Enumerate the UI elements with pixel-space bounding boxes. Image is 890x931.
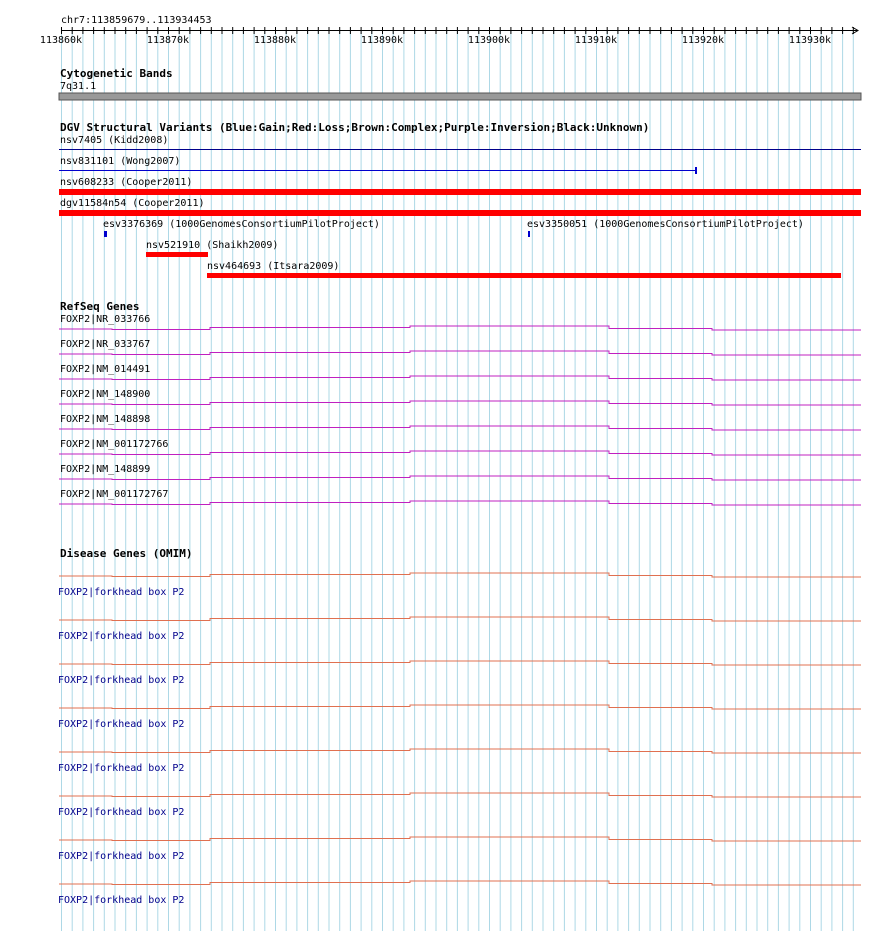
variant-label-nsv464693[interactable]: nsv464693 (Itsara2009) [207, 261, 340, 272]
variant-label-dgv11584n54[interactable]: dgv11584n54 (Cooper2011) [60, 198, 205, 209]
variant-label-nsv831101[interactable]: nsv831101 (Wong2007) [60, 156, 181, 167]
cytoband-bar[interactable] [59, 93, 861, 100]
ruler-tick-label: 113930k [788, 35, 832, 46]
variant-label-esv3376369[interactable]: esv3376369 (1000GenomesConsortiumPilotProject) [103, 219, 380, 230]
omim-gene-label[interactable]: FOXP2|forkhead box P2 [58, 763, 185, 774]
variant-bar-nsv521910[interactable] [146, 252, 208, 257]
ruler-tick-label: 113900k [467, 35, 511, 46]
omim-gene-label[interactable]: FOXP2|forkhead box P2 [58, 631, 185, 642]
refseq-gene-label[interactable]: FOXP2|NM_014491 [60, 364, 151, 375]
refseq-gene-label[interactable]: FOXP2|NM_148898 [60, 414, 151, 425]
omim-gene-label[interactable]: FOXP2|forkhead box P2 [58, 587, 185, 598]
omim-gene-label[interactable]: FOXP2|forkhead box P2 [58, 851, 185, 862]
variant-bar-nsv464693[interactable] [207, 273, 841, 278]
cytoband-track-title: Cytogenetic Bands [60, 67, 173, 80]
omim-gene-label[interactable]: FOXP2|forkhead box P2 [58, 895, 185, 906]
ruler-tick-label: 113920k [681, 35, 725, 46]
ruler-tick-label: 113870k [146, 35, 190, 46]
variant-label-esv3350051[interactable]: esv3350051 (1000GenomesConsortiumPilotProject) [527, 219, 804, 230]
variant-bar-dgv11584n54[interactable] [59, 210, 861, 216]
variant-bar-nsv608233[interactable] [59, 189, 861, 195]
variant-bar-esv3376369[interactable] [104, 231, 107, 237]
ruler-tick-label: 113910k [574, 35, 618, 46]
variant-label-nsv7405[interactable]: nsv7405 (Kidd2008) [60, 135, 169, 146]
refseq-track-title: RefSeq Genes [60, 300, 140, 313]
refseq-gene-label[interactable]: FOXP2|NM_001172766 [60, 439, 169, 450]
refseq-gene-label[interactable]: FOXP2|NR_033767 [60, 339, 151, 350]
ruler-tick-label: 113890k [360, 35, 404, 46]
variant-bar-esv3350051[interactable] [528, 231, 530, 237]
variant-label-nsv608233[interactable]: nsv608233 (Cooper2011) [60, 177, 193, 188]
variant-label-nsv521910[interactable]: nsv521910 (Shaikh2009) [146, 240, 279, 251]
chromosome-position: chr7:113859679..113934453 [61, 15, 212, 26]
refseq-gene-label[interactable]: FOXP2|NR_033766 [60, 314, 151, 325]
omim-gene-label[interactable]: FOXP2|forkhead box P2 [58, 675, 185, 686]
refseq-gene-label[interactable]: FOXP2|NM_148900 [60, 389, 151, 400]
refseq-gene-label[interactable]: FOXP2|NM_001172767 [60, 489, 169, 500]
omim-gene-label[interactable]: FOXP2|forkhead box P2 [58, 807, 185, 818]
ruler-tick-label: 113860k [39, 35, 83, 46]
cytoband-label[interactable]: 7q31.1 [60, 81, 97, 92]
omim-gene-label[interactable]: FOXP2|forkhead box P2 [58, 719, 185, 730]
omim-track-title: Disease Genes (OMIM) [60, 547, 193, 560]
ruler-tick-label: 113880k [253, 35, 297, 46]
refseq-gene-label[interactable]: FOXP2|NM_148899 [60, 464, 151, 475]
dgv-track-title: DGV Structural Variants (Blue:Gain;Red:Loss;Brown:Complex;Purple:Inversion;Black:Unknown) [60, 121, 650, 134]
